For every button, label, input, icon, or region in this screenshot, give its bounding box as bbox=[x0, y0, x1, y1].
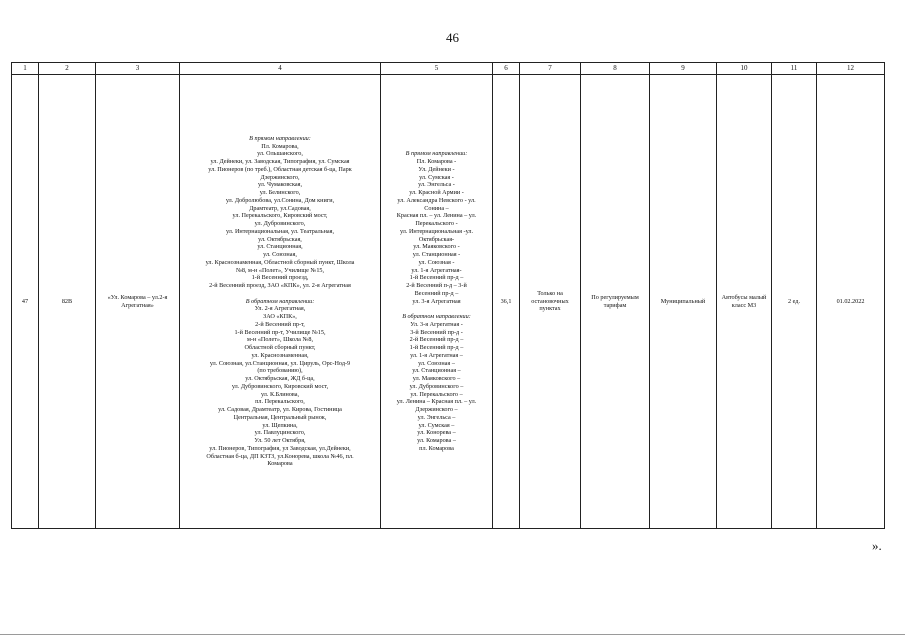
stop-line: ул. Станционная – bbox=[412, 367, 461, 375]
stop-line: ул. Пионеров (по треб.), Областная детская б-ца, Парк bbox=[208, 165, 352, 173]
stop-line: 2-й Весенний п-д – 3-й bbox=[406, 282, 467, 290]
page-number: 46 bbox=[446, 30, 459, 45]
stop-line: 1-й Весенний пр-д – bbox=[409, 274, 464, 282]
stop-line: Ул. 3-я Агрегатная - bbox=[410, 320, 463, 328]
stop-line: ул. Садовая, Драмтеатр, ул. Кирова, Гостиница bbox=[218, 406, 342, 414]
stop-line: ул. 3-я Агрегатная bbox=[412, 297, 461, 305]
stop-line: ул. Энгельса – bbox=[417, 413, 456, 421]
header-cell: 12 bbox=[817, 63, 885, 75]
stop-line: ул. Дубровинского, Кировский мост, bbox=[231, 382, 329, 390]
stop-line: м-н «Полет», Школа №8, bbox=[246, 336, 313, 344]
forward-stops-list bbox=[182, 143, 378, 290]
header-cell: 7 bbox=[520, 63, 581, 75]
stops-cell bbox=[180, 75, 381, 529]
backward-stops-list bbox=[182, 305, 378, 468]
stop-line: 1-й Весенний пр-т, Училище №15, bbox=[234, 328, 326, 336]
stop-line: Дзержинского – bbox=[415, 406, 458, 414]
backward-label: В обратном направлении: bbox=[245, 297, 315, 305]
stop-line: ул. Маяковского - bbox=[413, 243, 460, 251]
header-cell: 6 bbox=[493, 63, 520, 75]
backward-streets-list bbox=[383, 321, 490, 453]
backward-label: В обратном направлении: bbox=[402, 313, 471, 321]
stop-line: Красная пл. – ул. Ленина – ул. bbox=[396, 212, 477, 220]
stop-line: Ул. Дейнеки - bbox=[418, 165, 455, 173]
forward-label: В прямом направлении: bbox=[405, 150, 468, 158]
header-cell: 8 bbox=[581, 63, 650, 75]
route-name-cell: «Ул. Комарова – ул.2-я Агрегатная» bbox=[96, 75, 180, 529]
route-code-cell: 82В bbox=[39, 75, 96, 529]
length-cell: 36,1 bbox=[493, 75, 520, 529]
stop-line: ул. Белинского, bbox=[259, 189, 301, 197]
stop-line: Весенний пр-д – bbox=[414, 289, 459, 297]
stop-line: ул. 1-я Агрегатная – bbox=[410, 351, 463, 359]
stop-line: ул. Павлуцинского, bbox=[254, 429, 306, 437]
forward-label: В прямом направлении: bbox=[249, 134, 311, 142]
route-number-cell: 47 bbox=[12, 75, 39, 529]
route-table bbox=[11, 62, 885, 529]
header-row bbox=[12, 63, 885, 75]
stop-line: Ул. 2-я Агрегатная, bbox=[254, 305, 306, 313]
stop-line: ул. Октябрьская, ЖД б-ца, bbox=[245, 375, 315, 383]
stop-line: ул. Ольшанского, bbox=[257, 150, 303, 158]
stop-line: ул. Пионеров, Типография, ул Заводская, ул.Дейнеки, bbox=[209, 444, 351, 452]
stop-line: Ул. 50 лет Октября, bbox=[254, 437, 306, 445]
stop-line: ул. Союзная, bbox=[263, 251, 297, 259]
header-cell: 9 bbox=[650, 63, 717, 75]
header-cell: 1 bbox=[12, 63, 39, 75]
stop-line: Драмтеатр, ул.Садовая, bbox=[249, 204, 311, 212]
stop-line: ул. Станционная - bbox=[412, 251, 461, 259]
stop-line: 3-й Весенний пр-д - bbox=[410, 328, 463, 336]
stop-line: ул. Сумская – bbox=[418, 421, 455, 429]
operator-type-cell: Муниципальный bbox=[650, 75, 717, 529]
stop-line: ул. Чумаковская, bbox=[257, 181, 303, 189]
stop-line: Сонина – bbox=[424, 204, 449, 212]
stop-line: ул. Добролюбова, ул.Сонина, Дом книги, bbox=[225, 196, 335, 204]
forward-streets-list bbox=[383, 158, 490, 305]
stop-line: ул. Щепкина, bbox=[262, 421, 298, 429]
stop-line: ул. Красной Армии - bbox=[409, 189, 464, 197]
stop-line: Октябрьская- bbox=[418, 235, 455, 243]
stop-line: ул. Союзная, ул.Станционная, ул. Цируль, Орс-Нод-9 bbox=[209, 359, 351, 367]
stop-line: ЗАО «КПК», bbox=[263, 313, 297, 321]
vehicle-count-cell: 2 ед. bbox=[772, 75, 817, 529]
stop-line: 2-й Весенний пр-т, bbox=[255, 320, 305, 328]
header-cell: 11 bbox=[772, 63, 817, 75]
stop-line: ул. Краснознаменная, bbox=[251, 351, 309, 359]
page-bottom-rule bbox=[0, 634, 905, 635]
header-cell: 2 bbox=[39, 63, 96, 75]
stop-line: ул. К.Блинова, bbox=[260, 390, 300, 398]
start-date-cell: 01.02.2022 bbox=[817, 75, 885, 529]
stop-line: Областная б-ца, ДП КЗТЗ, ул.Конорева, школа №46, пл. bbox=[206, 452, 354, 460]
header-cell: 3 bbox=[96, 63, 180, 75]
stop-line: ул. Станционная, bbox=[257, 243, 303, 251]
vehicle-class-cell: Автобусы малый класс М3 bbox=[717, 75, 772, 529]
table-row bbox=[12, 75, 885, 529]
stop-line: Дзержинского, bbox=[260, 173, 300, 181]
stop-line: ул. Конорева – bbox=[417, 429, 456, 437]
stop-line: ул. Интернациональная -ул. bbox=[399, 227, 474, 235]
stop-line: ул. Сумская - bbox=[419, 173, 454, 181]
stop-mode-cell: Только на остановочных пунктах bbox=[520, 75, 581, 529]
stop-line: ул. Комарова – bbox=[417, 437, 456, 445]
stop-line: ул. Энгельса - bbox=[418, 181, 455, 189]
header-cell: 4 bbox=[180, 63, 381, 75]
closing-quote-mark: ». bbox=[872, 538, 882, 553]
stop-line: ул. Союзная – bbox=[418, 359, 455, 367]
stop-line: ул. 1-я Агрегатная- bbox=[411, 266, 462, 274]
stop-line: пл. Комарова bbox=[419, 444, 454, 452]
stop-line: №8, м-н «Полет», Училище №15, bbox=[235, 266, 325, 274]
stop-line: 2-й Весенний проезд, ЗАО «КПК», ул. 2-я Агрегатная bbox=[209, 282, 351, 290]
stop-line: ул. Дубровинского, bbox=[254, 220, 306, 228]
stop-line: Комарова bbox=[267, 460, 293, 468]
stop-line: ул. Дейнеки, ул. Заводская, Типография, ул. Сумская bbox=[210, 158, 350, 166]
stop-line: ул. Маяковского – bbox=[412, 375, 461, 383]
stop-line: пл. Перекальского, bbox=[255, 398, 305, 406]
header-cell: 10 bbox=[717, 63, 772, 75]
stop-line: 1-й Весенний пр-д – bbox=[409, 344, 464, 352]
stop-line: ул. Союзная - bbox=[418, 258, 455, 266]
stop-line: ул. Перекальского – bbox=[410, 390, 463, 398]
stop-line: ул. Краснознаменная, Областной сборный пункт, Школа bbox=[205, 258, 355, 266]
stop-line: ул. Ленина – Красная пл. – ул. bbox=[396, 398, 477, 406]
stop-line: Пл. Комарова, bbox=[261, 142, 299, 150]
streets-cell bbox=[381, 75, 493, 529]
stop-line: ул. Дубровинского – bbox=[409, 382, 464, 390]
stop-line: Областной сборный пункт, bbox=[244, 344, 316, 352]
stop-line: ул. Интернациональная, ул. Театральная, bbox=[225, 227, 335, 235]
stop-line: (по требованию), bbox=[257, 367, 303, 375]
stop-line: 1-й Весенний проезд, bbox=[251, 274, 309, 282]
stop-line: ул. Александра Невского - ул. bbox=[397, 196, 476, 204]
header-cell: 5 bbox=[381, 63, 493, 75]
stop-line: ул. Октябрьская, bbox=[258, 235, 302, 243]
stop-line: 2-й Весенний пр-д – bbox=[409, 336, 464, 344]
stop-line: Центральная, Центральный рынок, bbox=[233, 413, 327, 421]
stop-line: ул. Перекальского, Кировский мост, bbox=[232, 212, 328, 220]
stop-line: Пл. Комарова - bbox=[416, 158, 457, 166]
tariff-cell: По регулируемым тарифам bbox=[581, 75, 650, 529]
stop-line: Перекальского - bbox=[415, 220, 458, 228]
